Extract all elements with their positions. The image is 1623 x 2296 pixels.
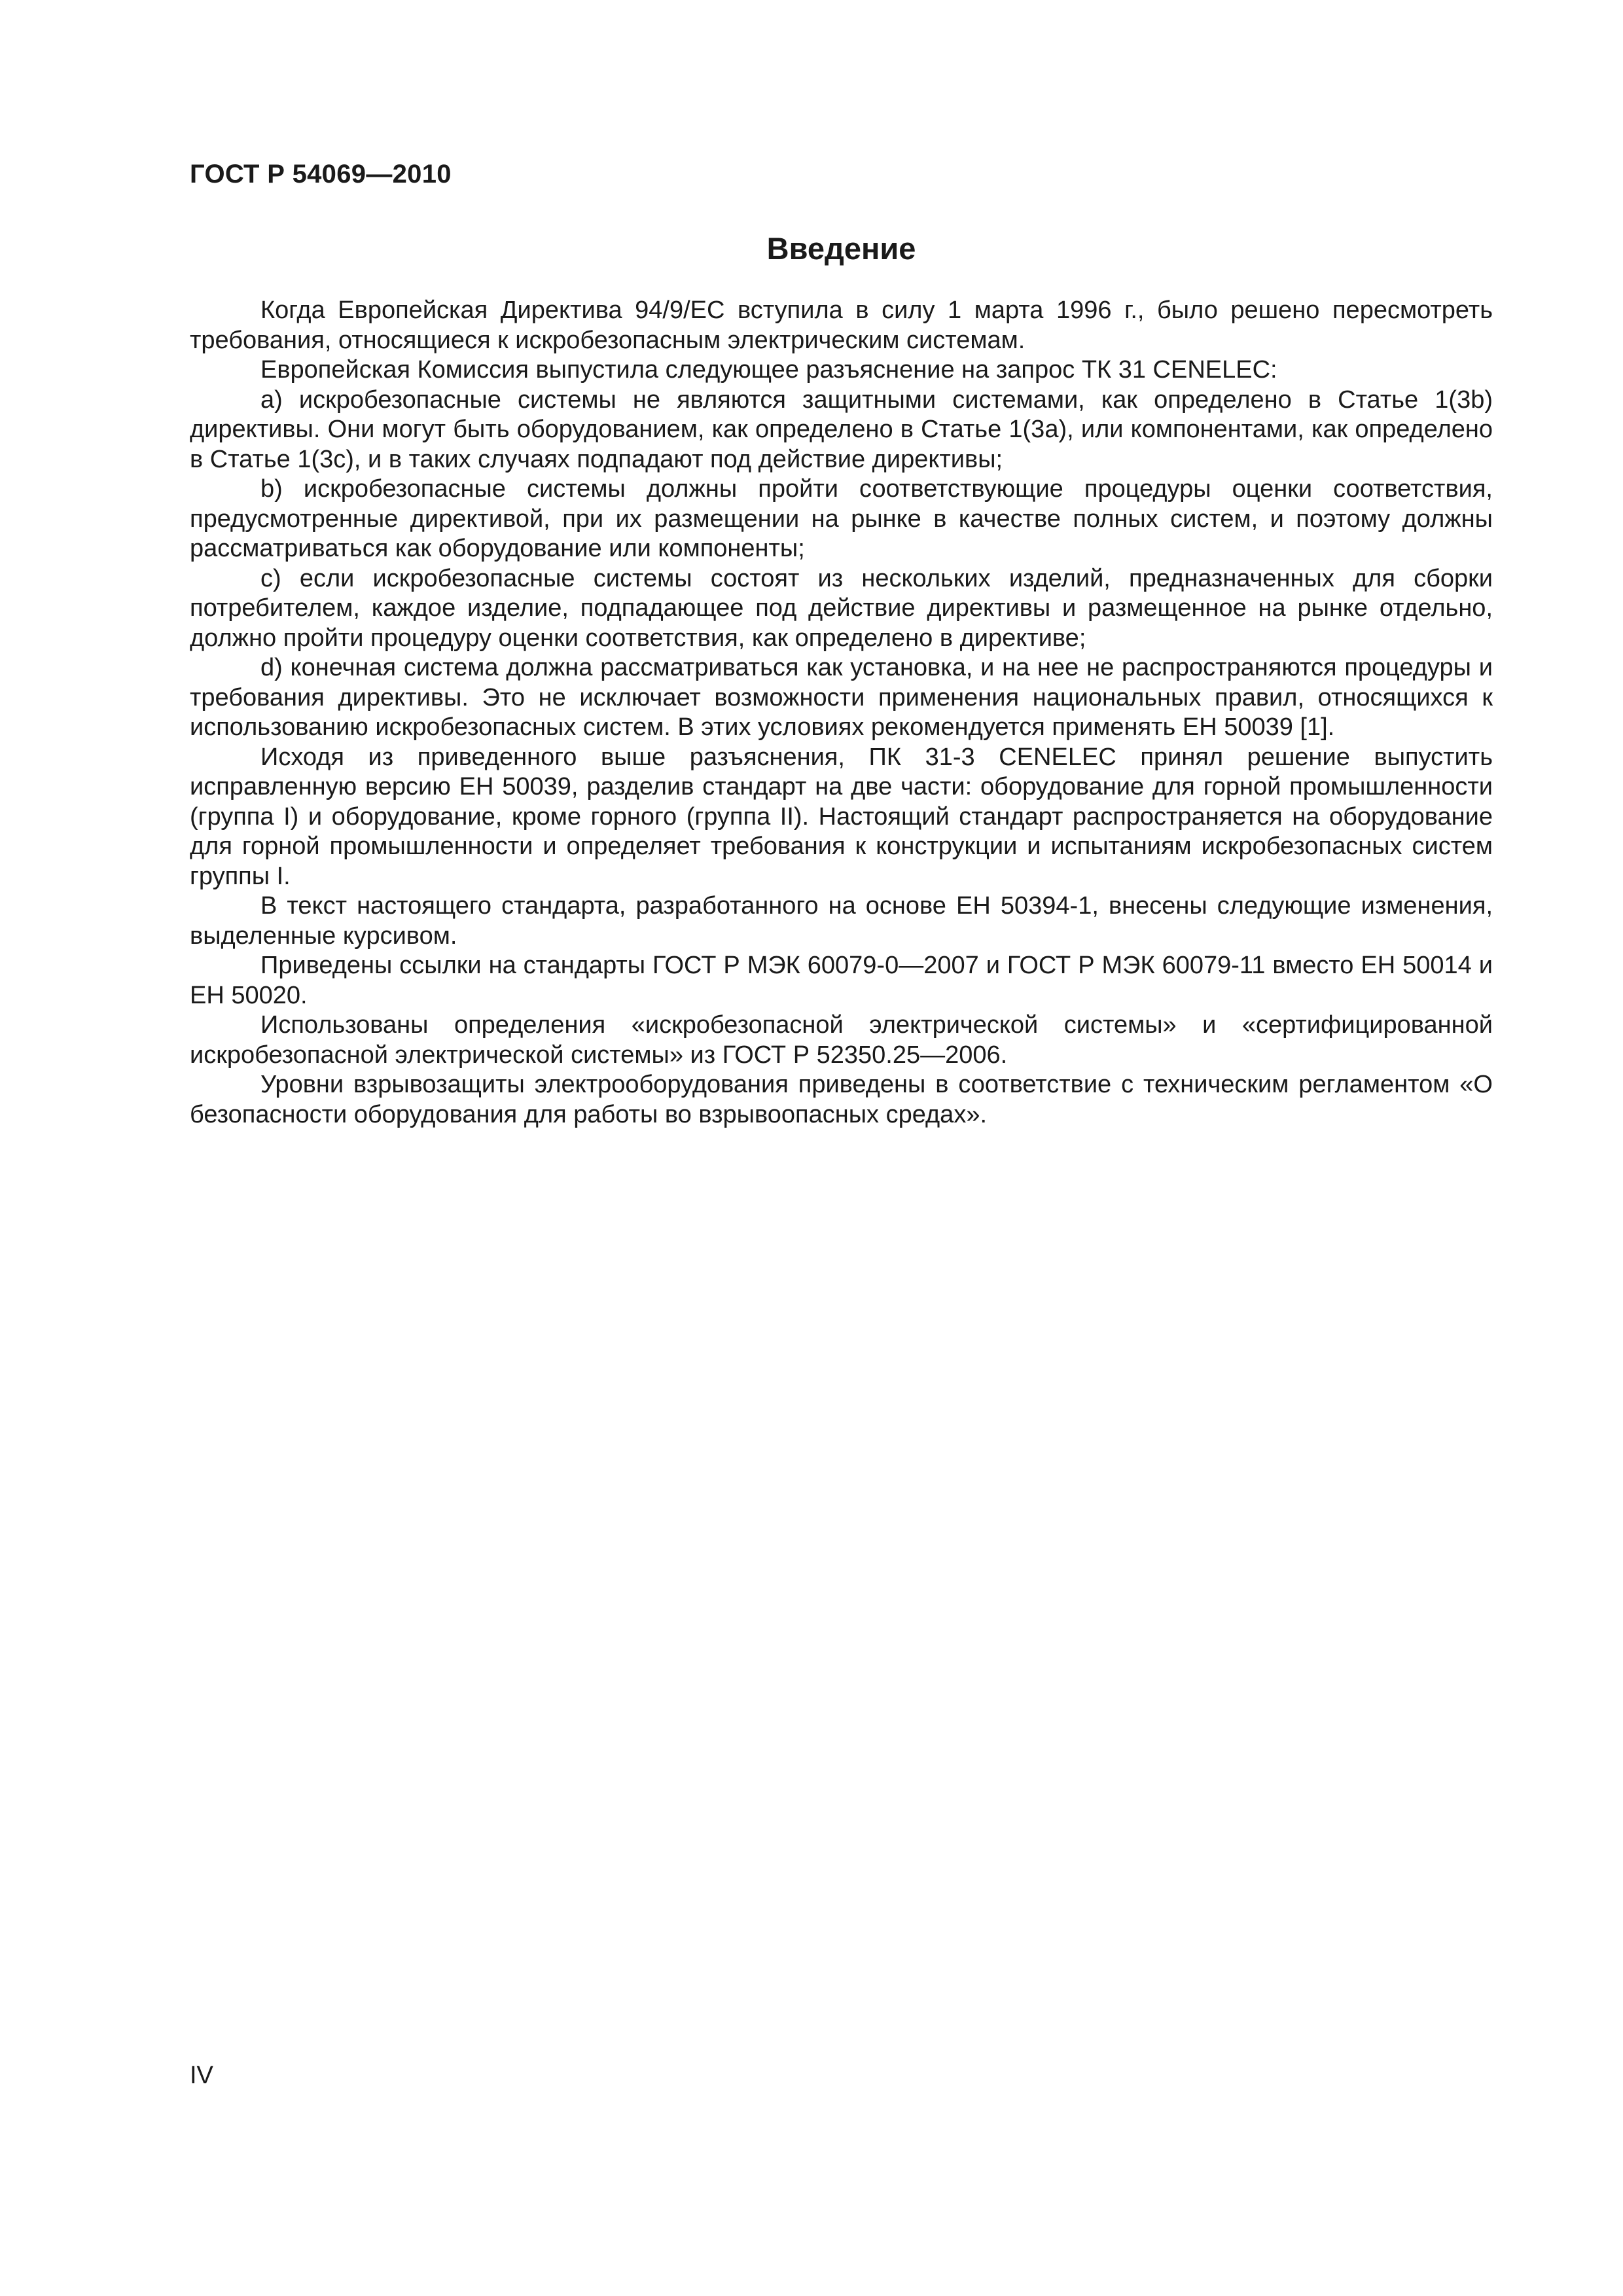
- paragraph-item-b: b) искробезопасные системы должны пройти соответствующие процедуры оценки соответствия, предусмотренные директивой, при их размещении на рынке в качестве полных систем, и поэтому должны рассматриваться как оборудование или компоненты;: [190, 475, 1493, 562]
- paragraph: Приведены ссылки на стандарты ГОСТ Р МЭК 60079-0—2007 и ГОСТ Р МЭК 60079-11 вместо ЕН 50014 и ЕН 50020.: [190, 952, 1493, 1009]
- paragraph: Когда Европейская Директива 94/9/ЕС вступила в силу 1 марта 1996 г., было решено пересмотреть требования, относящиеся к искробезопасным электрическим системам.: [190, 296, 1493, 354]
- paragraph-item-d: d) конечная система должна рассматриваться как установка, и на нее не распространяются процедуры и требования директивы. Это не исключает возможности применения национальных правил, относящихся к использованию искробезопасных систем. В этих условиях рекомендуется применять ЕН 50039 [1].: [190, 654, 1493, 741]
- page-number: IV: [190, 2062, 213, 2089]
- document-id-header: ГОСТ Р 54069—2010: [190, 160, 452, 188]
- paragraph: В текст настоящего стандарта, разработанного на основе ЕН 50394-1, внесены следующие изменения, выделенные курсивом.: [190, 892, 1493, 950]
- body-text: [190, 296, 1493, 1130]
- paragraph: Европейская Комиссия выпустила следующее разъяснение на запрос ТК 31 CENELEC:: [260, 356, 1277, 384]
- paragraph-item-a: a) искробезопасные системы не являются защитными системами, как определено в Статье 1(3b) директивы. Они могут быть оборудованием, как определено в Статье 1(3a), или компонентами, как определено в Статье 1(3c), и в таких случаях подпадают под действие директивы;: [190, 386, 1493, 473]
- paragraph-item-c: c) если искробезопасные системы состоят из нескольких изделий, предназначенных для сборки потребителем, каждое изделие, подпадающее под действие директивы и размещенное на рынке отдельно, должно пройти процедуру оценки соответствия, как определено в директиве;: [190, 564, 1493, 652]
- paragraph: Исходя из приведенного выше разъяснения, ПК 31-3 CENELEC принял решение выпустить исправленную версию ЕН 50039, разделив стандарт на две части: оборудование для горной промышленности (группа I) и оборудование, кроме горного (группа II). Настоящий стандарт распространяется на оборудование для горной промышленности и определяет требования к конструкции и испытаниям искробезопасных систем группы I.: [190, 743, 1493, 890]
- paragraph: Использованы определения «искробезопасной электрической системы» и «сертифицированной искробезопасной электрической системы» из ГОСТ Р 52350.25—2006.: [190, 1011, 1493, 1069]
- paragraph: Уровни взрывозащиты электрооборудования приведены в соответствие с техническим регламентом «О безопасности оборудования для работы во взрывоопасных средах».: [190, 1071, 1493, 1128]
- section-title: Введение: [766, 231, 916, 266]
